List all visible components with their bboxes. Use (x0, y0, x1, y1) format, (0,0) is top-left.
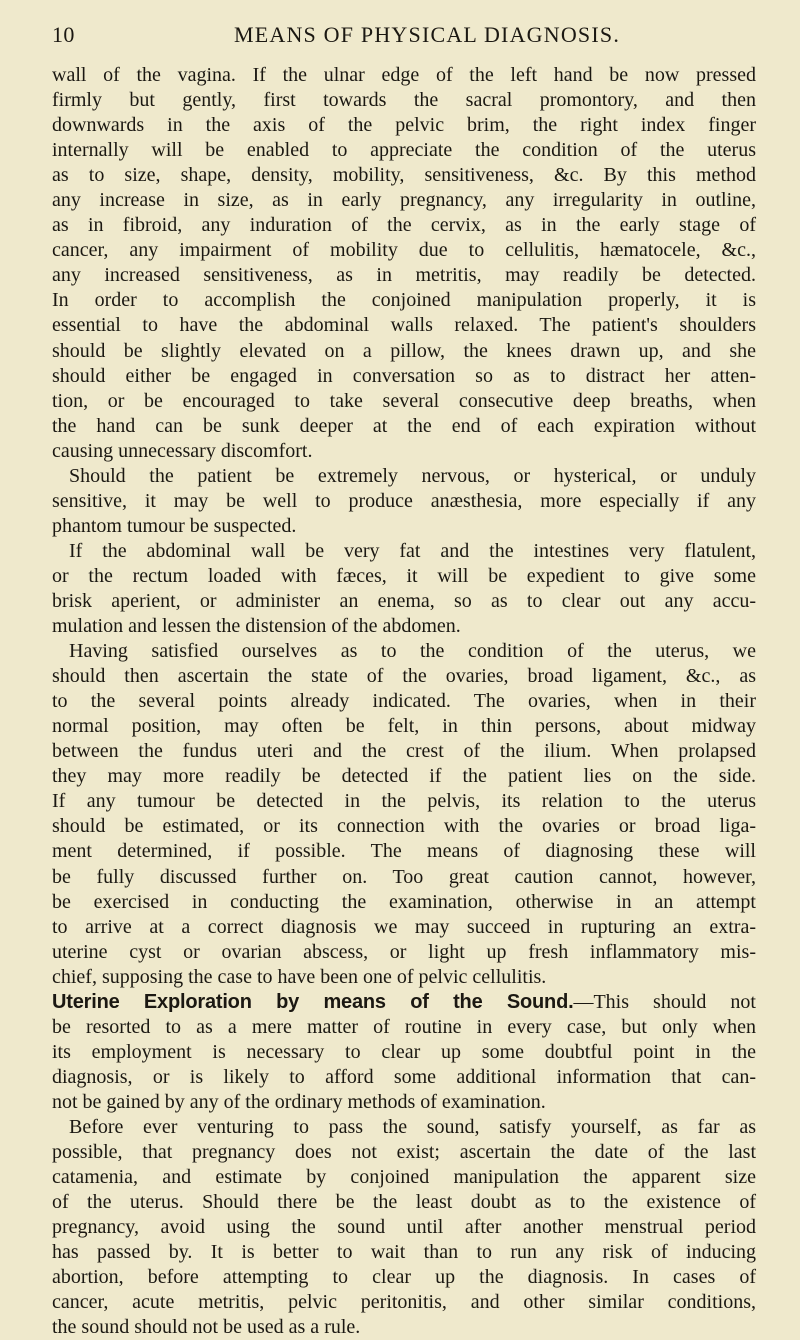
section-heading: Uterine Exploration by means of the Sound. (52, 990, 574, 1013)
line-text: any increase in size, as in early pregnancy, any irregularity in outline, (52, 189, 756, 212)
running-title: MEANS OF PHYSICAL DIAGNOSIS. (233, 22, 621, 47)
text-line (52, 339, 756, 364)
text-line (52, 915, 756, 940)
text-line (52, 414, 756, 439)
text-line (52, 464, 756, 489)
line-text: as in fibroid, any induration of the cervix, as in the early stage of (52, 214, 756, 237)
text-line (52, 213, 756, 238)
text-line (52, 88, 756, 113)
line-text: the sound should not be used as a rule. (52, 1316, 361, 1339)
text-line (52, 940, 756, 965)
text-line (52, 639, 756, 664)
line-text: ment determined, if possible. The means of diagnosing these will (52, 840, 756, 863)
line-text: be fully discussed further on. Too great caution cannot, however, (52, 865, 756, 888)
line-text: cancer, any impairment of mobility due to cellulitis, hæmatocele, &c., (52, 239, 756, 262)
line-text: downwards in the axis of the pelvic brim, the right index finger (52, 114, 756, 137)
text-line (52, 839, 756, 864)
line-text: as to size, shape, density, mobility, sensitiveness, &c. By this method (52, 164, 756, 187)
line-text: —This should not (573, 990, 756, 1013)
text-line (52, 1115, 756, 1140)
text-line (52, 714, 756, 739)
text-line (52, 389, 756, 414)
line-text: not be gained by any of the ordinary methods of examination. (52, 1090, 546, 1113)
line-text: or the rectum loaded with fæces, it will be expedient to give some (52, 564, 756, 587)
line-text: Having satisfied ourselves as to the condition of the uterus, we (69, 640, 756, 663)
text-line (52, 1065, 756, 1090)
line-text: Before ever venturing to pass the sound, satisfy yourself, as far as (69, 1115, 756, 1138)
line-text: In order to accomplish the conjoined manipulation properly, it is (52, 289, 756, 312)
text-line (52, 1190, 756, 1215)
page-number: 10 (52, 22, 75, 47)
line-text: should be estimated, or its connection with the ovaries or broad liga- (52, 815, 756, 838)
text-line (52, 364, 756, 389)
text-line (52, 138, 756, 163)
line-text: firmly but gently, first towards the sacral promontory, and then (52, 89, 756, 112)
line-text: should then ascertain the state of the ovaries, broad ligament, &c., as (52, 665, 756, 688)
text-line (52, 664, 756, 689)
text-line (52, 739, 756, 764)
line-text: causing unnecessary discomfort. (52, 439, 313, 462)
text-line (52, 1165, 756, 1190)
line-text: of the uterus. Should there be the least doubt as to the existence of (52, 1191, 756, 1214)
text-line (52, 814, 756, 839)
line-text: has passed by. It is better to wait than to run any risk of inducing (52, 1241, 756, 1264)
line-text: If any tumour be detected in the pelvis, its relation to the uterus (52, 790, 756, 813)
line-text: brisk aperient, or administer an enema, so as to clear out any accu- (52, 589, 756, 612)
line-text: abortion, before attempting to clear up the diagnosis. In cases of (52, 1266, 756, 1289)
line-text: cancer, acute metritis, pelvic peritonitis, and other similar conditions, (52, 1291, 756, 1314)
text-line (52, 163, 756, 188)
line-text: internally will be enabled to appreciate the condition of the uterus (52, 139, 756, 162)
line-text: phantom tumour be suspected. (52, 514, 297, 537)
line-text: chief, supposing the case to have been one of pelvic cellulitis. (52, 965, 547, 988)
text-line (52, 1015, 756, 1040)
line-text: pregnancy, avoid using the sound until after another menstrual period (52, 1216, 756, 1239)
line-text: they may more readily be detected if the patient lies on the side. (52, 765, 756, 788)
line-text: the hand can be sunk deeper at the end of each expiration without (52, 414, 756, 437)
line-text: If the abdominal wall be very fat and the intestines very flatulent, (69, 539, 756, 562)
text-line (52, 188, 756, 213)
text-line (52, 614, 756, 639)
text-line (52, 288, 756, 313)
running-head (52, 20, 756, 50)
text-line (52, 890, 756, 915)
text-line (52, 439, 756, 464)
line-text: uterine cyst or ovarian abscess, or light up fresh inflammatory mis- (52, 940, 756, 963)
line-text: should either be engaged in conversation so as to distract her atten- (52, 364, 756, 387)
body-text (52, 63, 756, 1340)
line-text: between the fundus uteri and the crest of the ilium. When prolapsed (52, 740, 756, 763)
text-line (52, 539, 756, 564)
text-line (52, 764, 756, 789)
line-text: mulation and lessen the distension of the abdomen. (52, 615, 461, 638)
text-line (52, 1315, 756, 1340)
line-text: normal position, may often be felt, in thin persons, about midway (52, 715, 756, 738)
line-text: sensitive, it may be well to produce anæsthesia, more especially if any (52, 489, 756, 512)
text-line (52, 113, 756, 138)
text-line (52, 313, 756, 338)
line-text: catamenia, and estimate by conjoined manipulation the apparent size (52, 1166, 756, 1189)
line-text: should be slightly elevated on a pillow, the knees drawn up, and she (52, 339, 756, 362)
text-line (52, 1265, 756, 1290)
line-text: possible, that pregnancy does not exist; ascertain the date of the last (52, 1141, 756, 1164)
text-line (52, 63, 756, 88)
line-text: any increased sensitiveness, as in metritis, may readily be detected. (52, 264, 756, 287)
line-text: to the several points already indicated. The ovaries, when in their (52, 690, 756, 713)
text-line (52, 263, 756, 288)
text-line (52, 238, 756, 263)
line-text: be resorted to as a mere matter of routine in every case, but only when (52, 1015, 756, 1038)
line-text: its employment is necessary to clear up some doubtful point in the (52, 1040, 756, 1063)
line-text: essential to have the abdominal walls relaxed. The patient's shoulders (52, 314, 756, 337)
line-text: Should the patient be extremely nervous, or hysterical, or unduly (69, 464, 756, 487)
line-text: be exercised in conducting the examination, otherwise in an attempt (52, 890, 756, 913)
text-line (52, 489, 756, 514)
text-line (52, 990, 756, 1015)
line-text: wall of the vagina. If the ulnar edge of the left hand be now pressed (52, 64, 756, 86)
line-text: tion, or be encouraged to take several consecutive deep breaths, when (52, 389, 756, 412)
text-line (52, 789, 756, 814)
text-line (52, 1040, 756, 1065)
line-text: diagnosis, or is likely to afford some additional information that can- (52, 1065, 756, 1088)
text-line (52, 1215, 756, 1240)
text-line (52, 965, 756, 990)
text-line (52, 514, 756, 539)
text-line (52, 589, 756, 614)
text-line (52, 1140, 756, 1165)
text-line (52, 1290, 756, 1315)
text-line (52, 1240, 756, 1265)
line-text: to arrive at a correct diagnosis we may succeed in rupturing an extra- (52, 915, 756, 938)
text-line (52, 689, 756, 714)
text-line (52, 865, 756, 890)
text-line (52, 1090, 756, 1115)
text-line (52, 564, 756, 589)
